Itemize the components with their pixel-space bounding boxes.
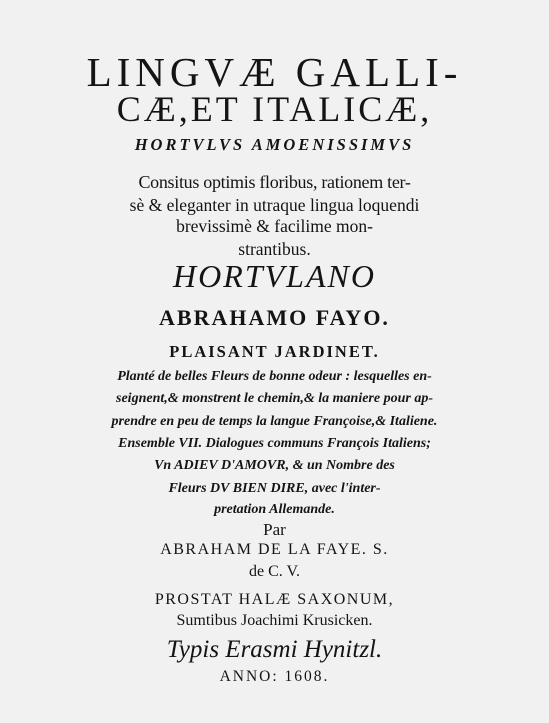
year-line: ANNO: 1608.	[219, 668, 330, 685]
french-line-5: Vn ADIEV D'AMOVR, & un Nombre des	[154, 458, 395, 473]
french-line-1: Planté de belles Fleurs de bonne odeur : lesquelles en-	[117, 369, 432, 384]
french-line-7: pretation Allemande.	[214, 502, 335, 517]
latin-line-4: strantibus.	[238, 239, 311, 259]
printer-line: Typis Erasmi Hynitzl.	[166, 636, 383, 663]
imprint-line-2: Sumtibus Joachimi Krusicken.	[176, 612, 373, 629]
subtitle: HORTVLVS AMOENISSIMVS	[134, 135, 415, 154]
french-line-4: Ensemble VII. Dialogues communs François Italiens;	[118, 436, 431, 451]
french-title: PLAISANT JARDINET.	[169, 342, 380, 361]
title-line-2: CÆ,ET ITALICÆ,	[116, 89, 433, 129]
latin-line-2: sè & eleganter in utraque lingua loquendi	[129, 195, 420, 215]
french-line-2: seignent,& monstrent le chemin,& la maniere pour ap-	[116, 391, 433, 406]
author-suffix: de C. V.	[249, 563, 300, 580]
title-line-1: LINGVÆ GALLI-	[86, 49, 463, 95]
french-line-3: prendre en peu de temps la langue Françoise,& Italiene.	[111, 414, 438, 429]
hortulano-heading: HORTVLANO	[173, 258, 376, 294]
author-latin: ABRAHAMO FAYO.	[159, 305, 390, 330]
latin-line-3: brevissimè & facilime mon-	[176, 216, 373, 236]
par-label: Par	[263, 520, 286, 539]
author-french: ABRAHAM DE LA FAYE. S.	[160, 541, 389, 558]
french-line-6: Fleurs DV BIEN DIRE, avec l'inter-	[168, 481, 381, 496]
latin-line-1: Consitus optimis floribus, rationem ter-	[138, 172, 411, 192]
imprint-line-1: PROSTAT HALÆ SAXONUM,	[154, 591, 395, 608]
